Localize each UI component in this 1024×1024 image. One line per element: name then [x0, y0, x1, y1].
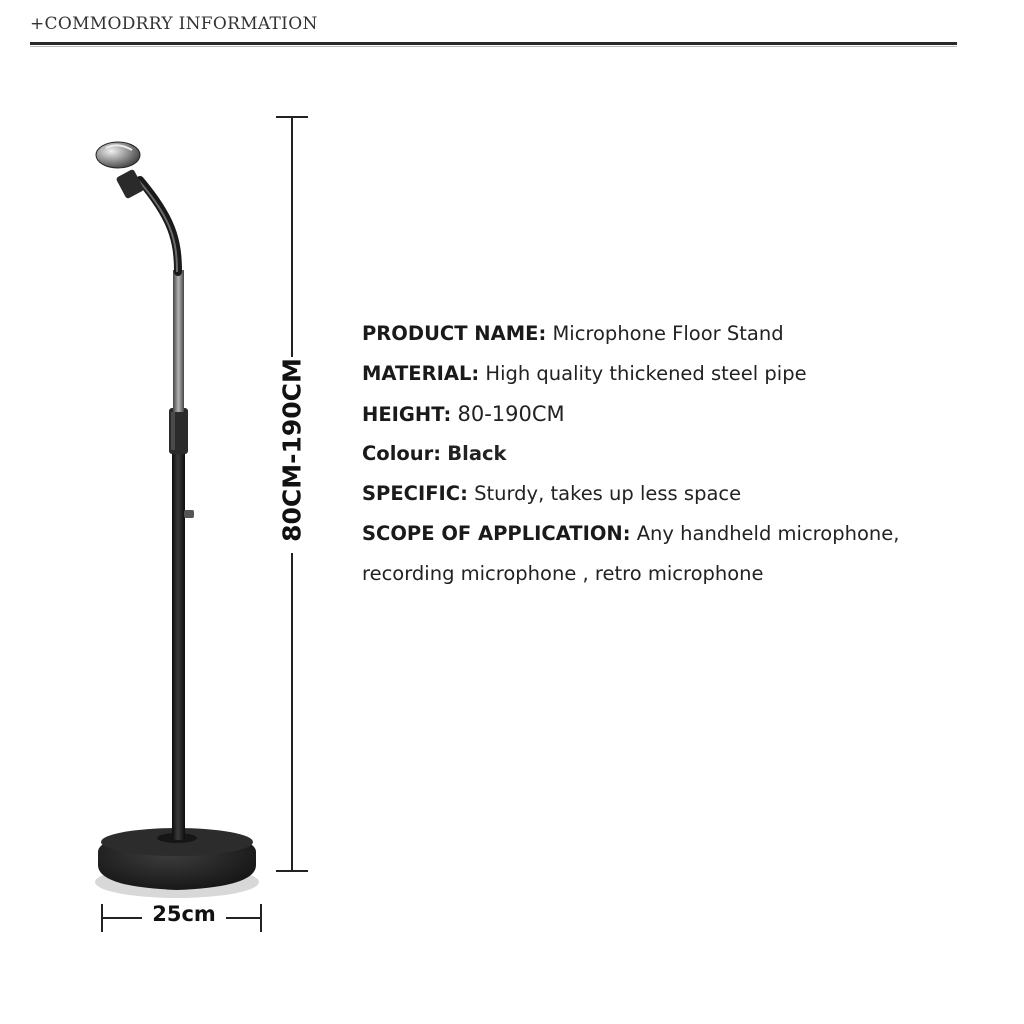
spec-value: Any handheld microphone,: [636, 522, 900, 545]
spec-product-name: [362, 318, 1002, 358]
height-dimension-line-top: [291, 117, 293, 357]
spec-label: HEIGHT:: [362, 403, 452, 426]
adjust-knob: [184, 510, 194, 518]
mic-clip: [116, 169, 145, 200]
height-dimension-line-bottom: [291, 553, 293, 871]
microphone-stand-image: [80, 130, 280, 910]
spec-value: Sturdy, takes up less space: [474, 482, 742, 505]
base-dimension-right-cap: [260, 904, 262, 932]
spec-list: [362, 318, 1002, 598]
base-dimension-label: 25cm: [152, 902, 216, 926]
spec-value: Microphone Floor Stand: [552, 322, 784, 345]
height-dimension-label: 80CM-190CM: [277, 358, 307, 542]
header-rule-shadow: [30, 46, 957, 47]
spec-value: recording microphone , retro microphone: [362, 562, 764, 585]
spec-specific: [362, 478, 1002, 518]
gooseneck: [140, 180, 178, 272]
spec-label: SCOPE OF APPLICATION:: [362, 522, 631, 545]
spec-scope-continued: [362, 558, 1002, 598]
spec-value: Black: [447, 442, 507, 465]
base-dimension-line-left: [102, 917, 142, 919]
spec-value: 80-190CM: [457, 402, 565, 426]
spec-scope: [362, 518, 1002, 558]
lower-pipe: [172, 430, 185, 840]
height-dimension-bottom-cap: [276, 870, 308, 872]
spec-label: PRODUCT NAME:: [362, 322, 547, 345]
spec-label: Colour:: [362, 442, 442, 465]
base-dimension-line-right: [226, 917, 260, 919]
spec-value: High quality thickened steel pipe: [485, 362, 807, 385]
spec-height: [362, 398, 1002, 438]
spec-colour: [362, 438, 1002, 478]
spec-label: SPECIFIC:: [362, 482, 468, 505]
header-title: +COMMODRRY INFORMATION: [30, 14, 318, 34]
header-rule: [30, 42, 957, 45]
upper-pipe: [173, 270, 184, 412]
spec-label: MATERIAL:: [362, 362, 480, 385]
spec-material: [362, 358, 1002, 398]
